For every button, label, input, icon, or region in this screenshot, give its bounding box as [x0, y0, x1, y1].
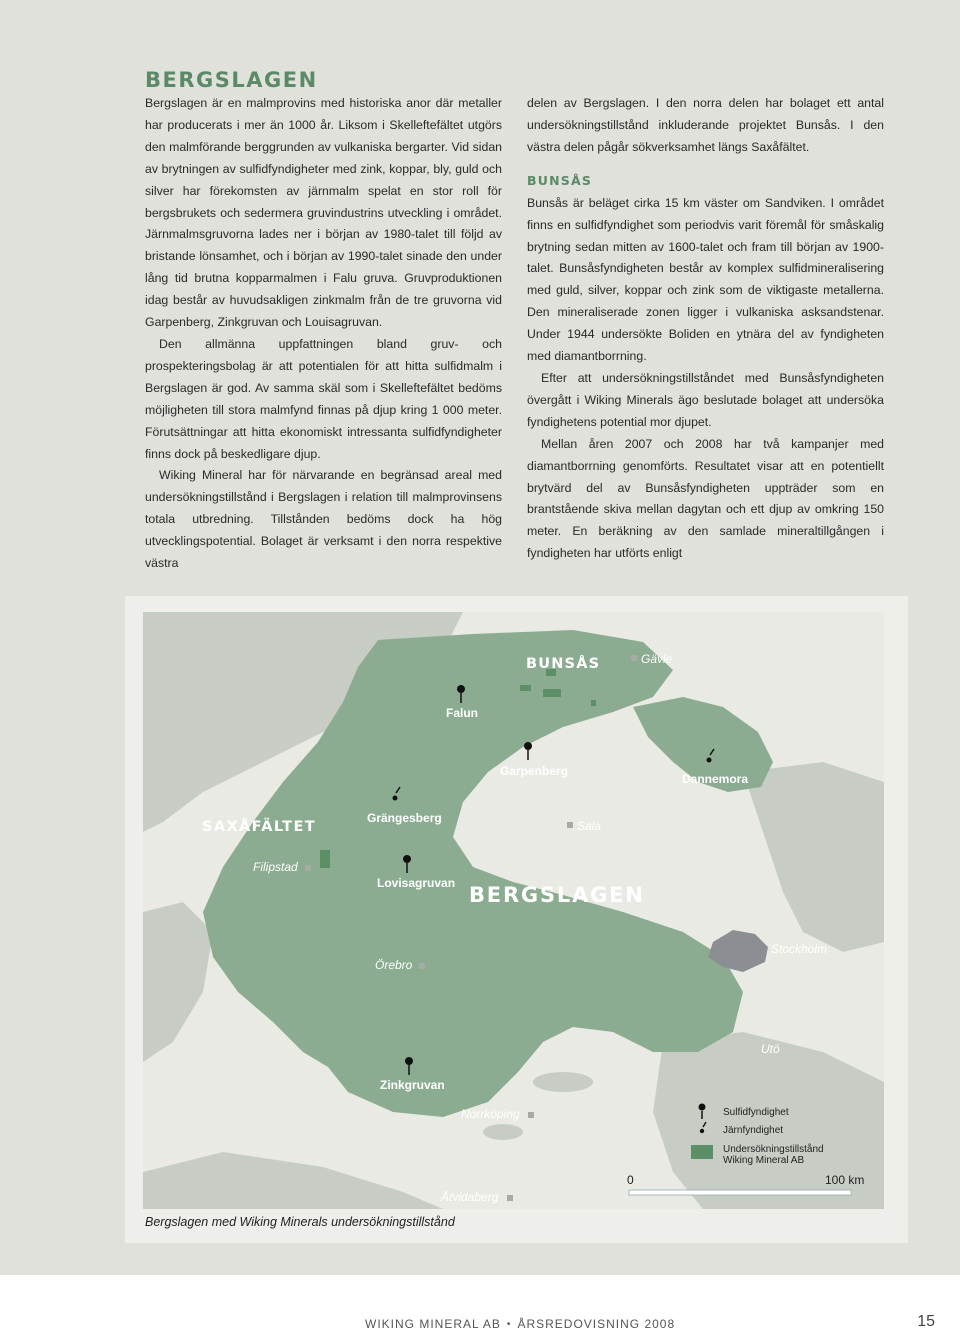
town-marker — [305, 865, 311, 871]
scale-bar — [629, 1190, 851, 1195]
page-number: 15 — [917, 1313, 935, 1330]
town-marker — [631, 655, 637, 661]
town-label-gavle: Gävle — [641, 652, 673, 666]
town-label-stockholm: Stockholm — [771, 942, 828, 956]
left-column — [145, 93, 502, 575]
footer-company: WIKING MINERAL AB — [365, 1317, 501, 1331]
legend-permit-swatch — [691, 1145, 713, 1159]
deposit-label-falun: Falun — [446, 706, 478, 720]
paragraph: Mellan åren 2007 och 2008 har två kampanjer med diamantborrning genomförts. Resultatet visar att en potentiellt brytvärd del av Bunsåsfyndigheten uppträder som en brantstående skiva mellan dagytan och ett djup av omkring 150 meter. En beräkning av den samlade mineraltillgången i fyndigheten har utförts enligt — [527, 436, 884, 561]
town-label-sala: Sala — [577, 819, 602, 833]
page-footer — [365, 1317, 675, 1331]
right-column — [527, 93, 884, 565]
town-marker — [528, 1112, 534, 1118]
town-label-norrkoping: Norrköping — [461, 1107, 520, 1121]
paragraph: Efter att undersökningstillståndet med Bunsåsfyndigheten övergått i Wiking Minerals ägo beslutade bolaget att undersöka fyndighetens potential mor djupet. — [527, 370, 884, 429]
deposit-label-grangesberg: Grängesberg — [367, 811, 442, 825]
paragraph: Den allmänna uppfattningen bland gruv- och prospekteringsbolag är att potentialen för att hitta sulfidmalm i Bergslagen är god. Av samma skäl som i Skelleftefältet bedöms möjligheten till stora malmfynd finnas på djup kring 1 000 meter. Förutsättningar att hitta ekonomiskt intressanta sulfidfyndigheter finns dock på beskedligare djup. — [145, 336, 502, 461]
map-caption: Bergslagen med Wiking Minerals undersökningstillstånd — [145, 1215, 455, 1229]
paragraph: Bunsås är beläget cirka 15 km väster om Sandviken. I området finns en sulfidfyndighet som periodvis varit föremål för småskalig brytning sedan mitten av 1600-talet och fram till början av 1900-talet. Bunsåsfyndigheten består av komplex sulfidmineralisering med guld, silver, koppar och zink som de viktigaste metallerna. Den mineraliserade zonen ligger i vulkaniska asksandstenar. Under 1944 undersökte Boliden en ytnära del av fyndigheten med diamantborrning. — [527, 195, 884, 364]
bergslagen-label: BERGSLAGEN — [469, 883, 645, 907]
town-label-filipstad: Filipstad — [253, 860, 298, 874]
paragraph: delen av Bergslagen. I den norra delen har bolaget ett antal undersökningstillstånd inkluderande projektet Bunsås. I den västra delen pågår sökverksamhet längs Saxåfältet. — [527, 96, 884, 154]
town-label-uto: Utö — [761, 1042, 780, 1056]
town-marker — [419, 963, 425, 969]
saxafaltet-label: SAXÅFÄLTET — [202, 819, 317, 835]
paragraph: Wiking Mineral har för närvarande en begränsad areal med undersökningstillstånd i Bergslagen i relation till malmprovinsens totala utbredning. Tillstånden bedöms dock ha hög utvecklingspotential. Bolaget är verksamt i den norra respektive västra — [145, 468, 502, 571]
town-label-atvidaberg: Åtvidaberg — [441, 1190, 499, 1204]
legend-sulfide-label: Sulfidfyndighet — [723, 1107, 789, 1118]
section-heading-bunsas: BUNSÅS — [527, 172, 593, 188]
scale-start-label: 0 — [627, 1173, 634, 1187]
footer-report: ÅRSREDOVISNING 2008 — [517, 1317, 676, 1331]
deposit-label-garpenberg: Garpenberg — [500, 764, 569, 778]
legend-permit-label-2: Wiking Mineral AB — [723, 1155, 805, 1166]
paragraph: Bergslagen är en malmprovins med historiska anor där metaller har producerats i mer än 1000 år. Liksom i Skelleftefältet utgörs den malmförande berggrunden av vulkaniska bergarter. Vid sidan av brytningen av sulfidfyndigheter med zink, koppar, bly, guld och silver har förekomsten av järnmalm spelat en stor roll för bergsbrukets och sedermera gruvindustrins utveckling i området. Järnmalmsgruvorna lades ner i början av 1980-talet till följd av bristande lönsamhet, och i början av 1990-talet sinade den under lång tid brutna kopparmalmen i Falu gruva. Gruvproduktionen idag består av huvudsakligen zinkmalm från de tre gruvorna vid Garpenberg, Zinkgruvan och Louisagruvan. — [145, 96, 502, 330]
town-label-orebro: Örebro — [375, 958, 413, 972]
deposit-label-zinkgruvan: Zinkgruvan — [380, 1078, 445, 1092]
legend-permit-label-1: Undersökningstillstånd — [723, 1144, 824, 1155]
footer-separator: • — [506, 1319, 512, 1330]
town-marker — [567, 822, 573, 828]
scale-end-label: 100 km — [825, 1173, 865, 1187]
deposit-label-lovisagruvan: Lovisagruvan — [377, 876, 456, 890]
bergslagen-map — [143, 612, 884, 1209]
legend-iron-label: Järnfyndighet — [723, 1125, 784, 1136]
article-title: BERGSLAGEN — [145, 68, 318, 92]
town-marker — [507, 1195, 513, 1201]
bunsas-label: BUNSÅS — [526, 656, 601, 672]
deposit-label-dannemora: Dannemora — [682, 772, 749, 786]
